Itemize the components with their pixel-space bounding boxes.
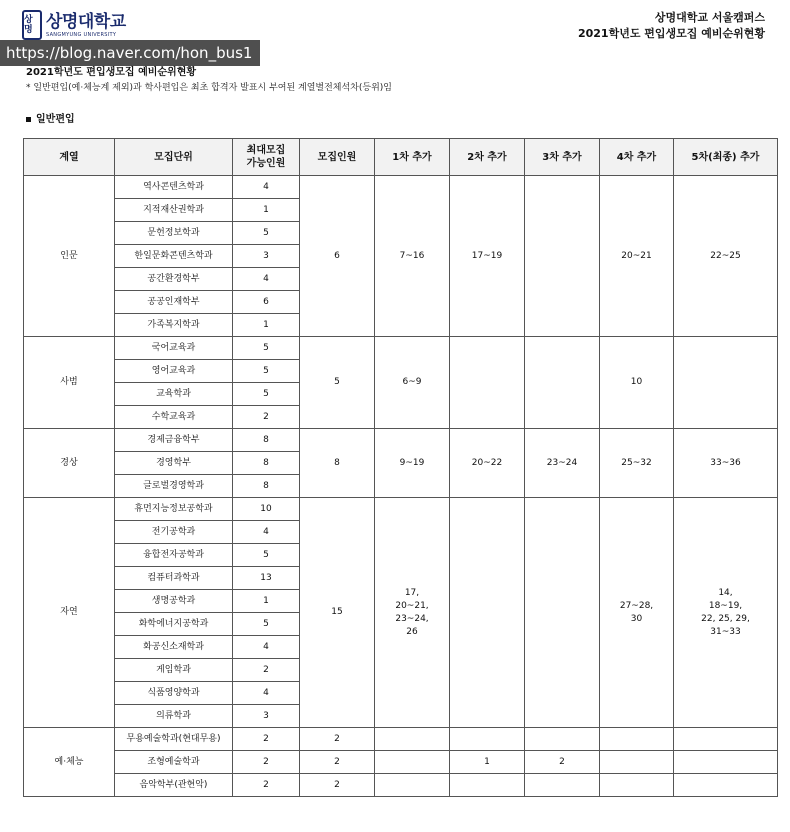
max-cell: 4 xyxy=(233,176,300,199)
round-2-cell xyxy=(450,498,525,728)
max-cell: 4 xyxy=(233,636,300,659)
unit-cell: 공공인재학부 xyxy=(115,291,233,314)
category-cell: 경상 xyxy=(24,429,115,498)
recruit-cell: 2 xyxy=(300,774,375,797)
unit-cell: 융합전자공학과 xyxy=(115,544,233,567)
round-2-cell xyxy=(450,728,525,751)
max-cell: 1 xyxy=(233,590,300,613)
header-recruit: 모집인원 xyxy=(300,139,375,176)
header-round-3: 3차 추가 xyxy=(525,139,600,176)
unit-cell: 수학교육과 xyxy=(115,406,233,429)
document-title: 2021학년도 편입생모집 예비순위현황 xyxy=(26,67,197,78)
unit-cell: 조형예술학과 xyxy=(115,751,233,774)
recruit-cell: 15 xyxy=(300,498,375,728)
header-unit: 모집단위 xyxy=(115,139,233,176)
max-cell: 6 xyxy=(233,291,300,314)
university-logo xyxy=(22,10,126,40)
unit-cell: 공간환경학부 xyxy=(115,268,233,291)
round-5-cell: 14, 18~19, 22, 25, 29, 31~33 xyxy=(674,498,778,728)
unit-cell: 화공신소재학과 xyxy=(115,636,233,659)
header-round-1: 1차 추가 xyxy=(375,139,450,176)
max-cell: 2 xyxy=(233,751,300,774)
max-cell: 5 xyxy=(233,337,300,360)
logo-subtitle: SANGMYUNG UNIVERSITY xyxy=(46,32,117,38)
round-5-cell xyxy=(674,751,778,774)
recruit-cell: 2 xyxy=(300,751,375,774)
round-2-cell: 17~19 xyxy=(450,176,525,337)
round-5-cell xyxy=(674,774,778,797)
max-cell: 3 xyxy=(233,245,300,268)
header-round-5: 5차(최종) 추가 xyxy=(674,139,778,176)
unit-cell: 휴먼지능정보공학과 xyxy=(115,498,233,521)
unit-cell: 교육학과 xyxy=(115,383,233,406)
blog-url-watermark: https://blog.naver.com/hon_bus1 xyxy=(0,40,260,66)
table-row xyxy=(24,498,778,521)
recruit-cell: 2 xyxy=(300,728,375,751)
max-cell: 5 xyxy=(233,360,300,383)
round-4-cell: 20~21 xyxy=(600,176,674,337)
unit-cell: 가족복지학과 xyxy=(115,314,233,337)
header-max-capacity: 최대모집 가능인원 xyxy=(233,139,300,176)
round-1-cell xyxy=(375,751,450,774)
logo-mark-text: 상명 xyxy=(24,15,33,35)
round-1-cell xyxy=(375,774,450,797)
logo-name: 상명대학교 xyxy=(46,12,126,32)
unit-cell: 음악학부(관현악) xyxy=(115,774,233,797)
round-3-cell: 2 xyxy=(525,751,600,774)
round-4-cell: 27~28, 30 xyxy=(600,498,674,728)
round-5-cell: 33~36 xyxy=(674,429,778,498)
round-2-cell: 20~22 xyxy=(450,429,525,498)
unit-cell: 글로벌경영학과 xyxy=(115,475,233,498)
header-doc-title: 2021학년도 편입생모집 예비순위현황 xyxy=(577,27,765,40)
max-cell: 5 xyxy=(233,613,300,636)
round-4-cell xyxy=(600,774,674,797)
table-row xyxy=(24,728,778,751)
round-2-cell xyxy=(450,337,525,429)
round-3-cell xyxy=(525,728,600,751)
category-cell: 예·체능 xyxy=(24,728,115,797)
max-cell: 4 xyxy=(233,521,300,544)
category-cell: 사범 xyxy=(24,337,115,429)
round-1-cell: 7~16 xyxy=(375,176,450,337)
unit-cell: 생명공학과 xyxy=(115,590,233,613)
unit-cell: 컴퓨터과학과 xyxy=(115,567,233,590)
category-cell: 자연 xyxy=(24,498,115,728)
round-5-cell xyxy=(674,337,778,429)
max-cell: 5 xyxy=(233,383,300,406)
max-cell: 13 xyxy=(233,567,300,590)
table-row xyxy=(24,429,778,452)
unit-cell: 지적재산권학과 xyxy=(115,199,233,222)
max-cell: 4 xyxy=(233,682,300,705)
header-category: 계열 xyxy=(24,139,115,176)
unit-cell: 영어교육과 xyxy=(115,360,233,383)
unit-cell: 전기공학과 xyxy=(115,521,233,544)
document-note: * 일반편입(예·체능계 제외)과 학사편입은 최초 합격자 발표시 부여된 계열별전체석차(등위)임 xyxy=(26,83,392,93)
unit-cell: 국어교육과 xyxy=(115,337,233,360)
campus-name: 상명대학교 서울캠퍼스 xyxy=(654,11,765,24)
round-3-cell xyxy=(525,176,600,337)
unit-cell: 역사콘텐츠학과 xyxy=(115,176,233,199)
unit-cell: 식품영양학과 xyxy=(115,682,233,705)
table-row xyxy=(24,337,778,360)
section-title xyxy=(26,110,75,125)
max-cell: 4 xyxy=(233,268,300,291)
header-round-4: 4차 추가 xyxy=(600,139,674,176)
max-cell: 1 xyxy=(233,199,300,222)
unit-cell: 화학에너지공학과 xyxy=(115,613,233,636)
round-3-cell: 23~24 xyxy=(525,429,600,498)
round-3-cell xyxy=(525,337,600,429)
max-cell: 2 xyxy=(233,774,300,797)
unit-cell: 한일문화콘텐츠학과 xyxy=(115,245,233,268)
round-3-cell xyxy=(525,498,600,728)
max-cell: 10 xyxy=(233,498,300,521)
unit-cell: 게임학과 xyxy=(115,659,233,682)
round-4-cell xyxy=(600,728,674,751)
unit-cell: 문헌정보학과 xyxy=(115,222,233,245)
table-row xyxy=(24,751,778,774)
bullet-icon xyxy=(26,117,31,122)
max-cell: 5 xyxy=(233,544,300,567)
table-header-row xyxy=(24,139,778,176)
table-row xyxy=(24,176,778,199)
round-2-cell xyxy=(450,774,525,797)
round-1-cell: 6~9 xyxy=(375,337,450,429)
round-4-cell xyxy=(600,751,674,774)
max-cell: 5 xyxy=(233,222,300,245)
round-1-cell: 9~19 xyxy=(375,429,450,498)
recruit-cell: 8 xyxy=(300,429,375,498)
max-cell: 8 xyxy=(233,452,300,475)
header-round-2: 2차 추가 xyxy=(450,139,525,176)
logo-emblem-icon xyxy=(22,10,42,40)
round-5-cell xyxy=(674,728,778,751)
max-cell: 8 xyxy=(233,429,300,452)
header-info xyxy=(578,10,765,42)
max-cell: 2 xyxy=(233,728,300,751)
max-cell: 2 xyxy=(233,406,300,429)
max-cell: 8 xyxy=(233,475,300,498)
round-3-cell xyxy=(525,774,600,797)
section-title-text: 일반편입 xyxy=(36,114,75,125)
max-cell: 1 xyxy=(233,314,300,337)
round-2-cell: 1 xyxy=(450,751,525,774)
unit-cell: 무용예술학과(현대무용) xyxy=(115,728,233,751)
unit-cell: 경영학부 xyxy=(115,452,233,475)
round-4-cell: 10 xyxy=(600,337,674,429)
recruit-cell: 5 xyxy=(300,337,375,429)
max-cell: 3 xyxy=(233,705,300,728)
max-cell: 2 xyxy=(233,659,300,682)
waitlist-table xyxy=(23,138,778,797)
round-5-cell: 22~25 xyxy=(674,176,778,337)
table-row xyxy=(24,774,778,797)
round-4-cell: 25~32 xyxy=(600,429,674,498)
unit-cell: 의류학과 xyxy=(115,705,233,728)
round-1-cell xyxy=(375,728,450,751)
category-cell: 인문 xyxy=(24,176,115,337)
unit-cell: 경제금융학부 xyxy=(115,429,233,452)
round-1-cell: 17, 20~21, 23~24, 26 xyxy=(375,498,450,728)
recruit-cell: 6 xyxy=(300,176,375,337)
